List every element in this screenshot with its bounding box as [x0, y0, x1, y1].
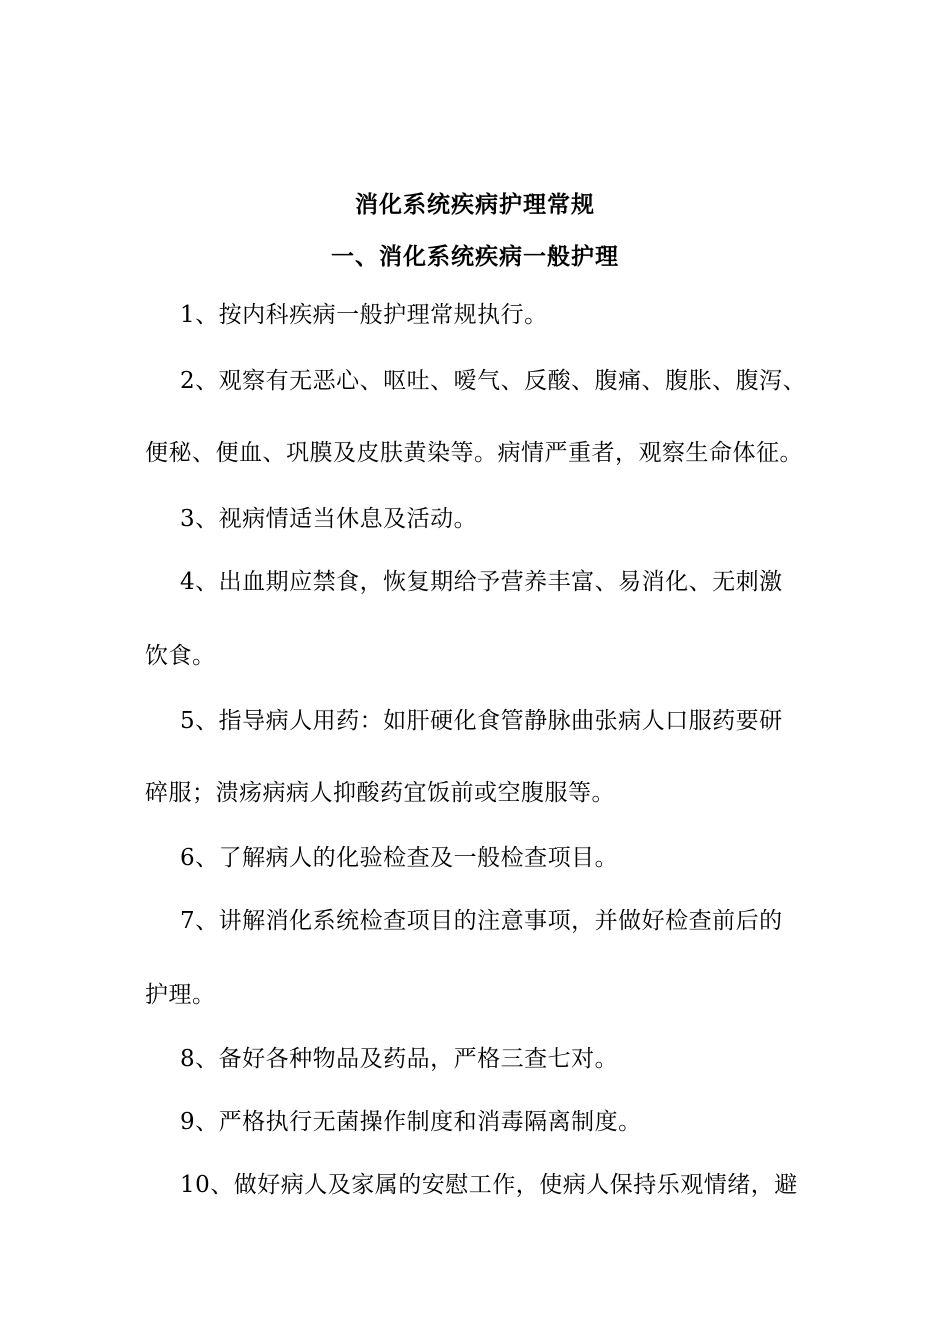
- paragraph-line: 饮食。: [145, 643, 216, 669]
- paragraph-line: 6、了解病人的化验检查及一般检查项目。: [180, 845, 619, 871]
- paragraph-line: 护理。: [145, 982, 216, 1008]
- paragraph-line: 碎服；溃疡病病人抑酸药宜饭前或空腹服等。: [145, 780, 615, 806]
- paragraph-line: 2、观察有无恶心、呕吐、嗳气、反酸、腹痛、腹胀、腹泻、: [180, 368, 807, 394]
- paragraph-line: 7、讲解消化系统检查项目的注意事项，并做好检查前后的: [180, 908, 783, 934]
- paragraph-line: 8、备好各种物品及药品，严格三查七对。: [180, 1046, 619, 1072]
- paragraph-line: 1、按内科疾病一般护理常规执行。: [180, 302, 548, 328]
- paragraph-line: 4、出血期应禁食，恢复期给予营养丰富、易消化、无刺激: [180, 569, 783, 595]
- paragraph-line: 10、做好病人及家属的安慰工作，使病人保持乐观情绪，避: [180, 1172, 798, 1198]
- paragraph-line: 9、严格执行无菌操作制度和消毒隔离制度。: [180, 1109, 642, 1135]
- paragraph-line: 3、视病情适当休息及活动。: [180, 506, 478, 532]
- document-title: 消化系统疾病护理常规: [355, 191, 595, 218]
- paragraph-line: 便秘、便血、巩膜及皮肤黄染等。病情严重者，观察生命体征。: [145, 440, 803, 466]
- section-heading: 一、消化系统疾病一般护理: [331, 243, 619, 270]
- paragraph-line: 5、指导病人用药：如肝硬化食管静脉曲张病人口服药要研: [180, 708, 783, 734]
